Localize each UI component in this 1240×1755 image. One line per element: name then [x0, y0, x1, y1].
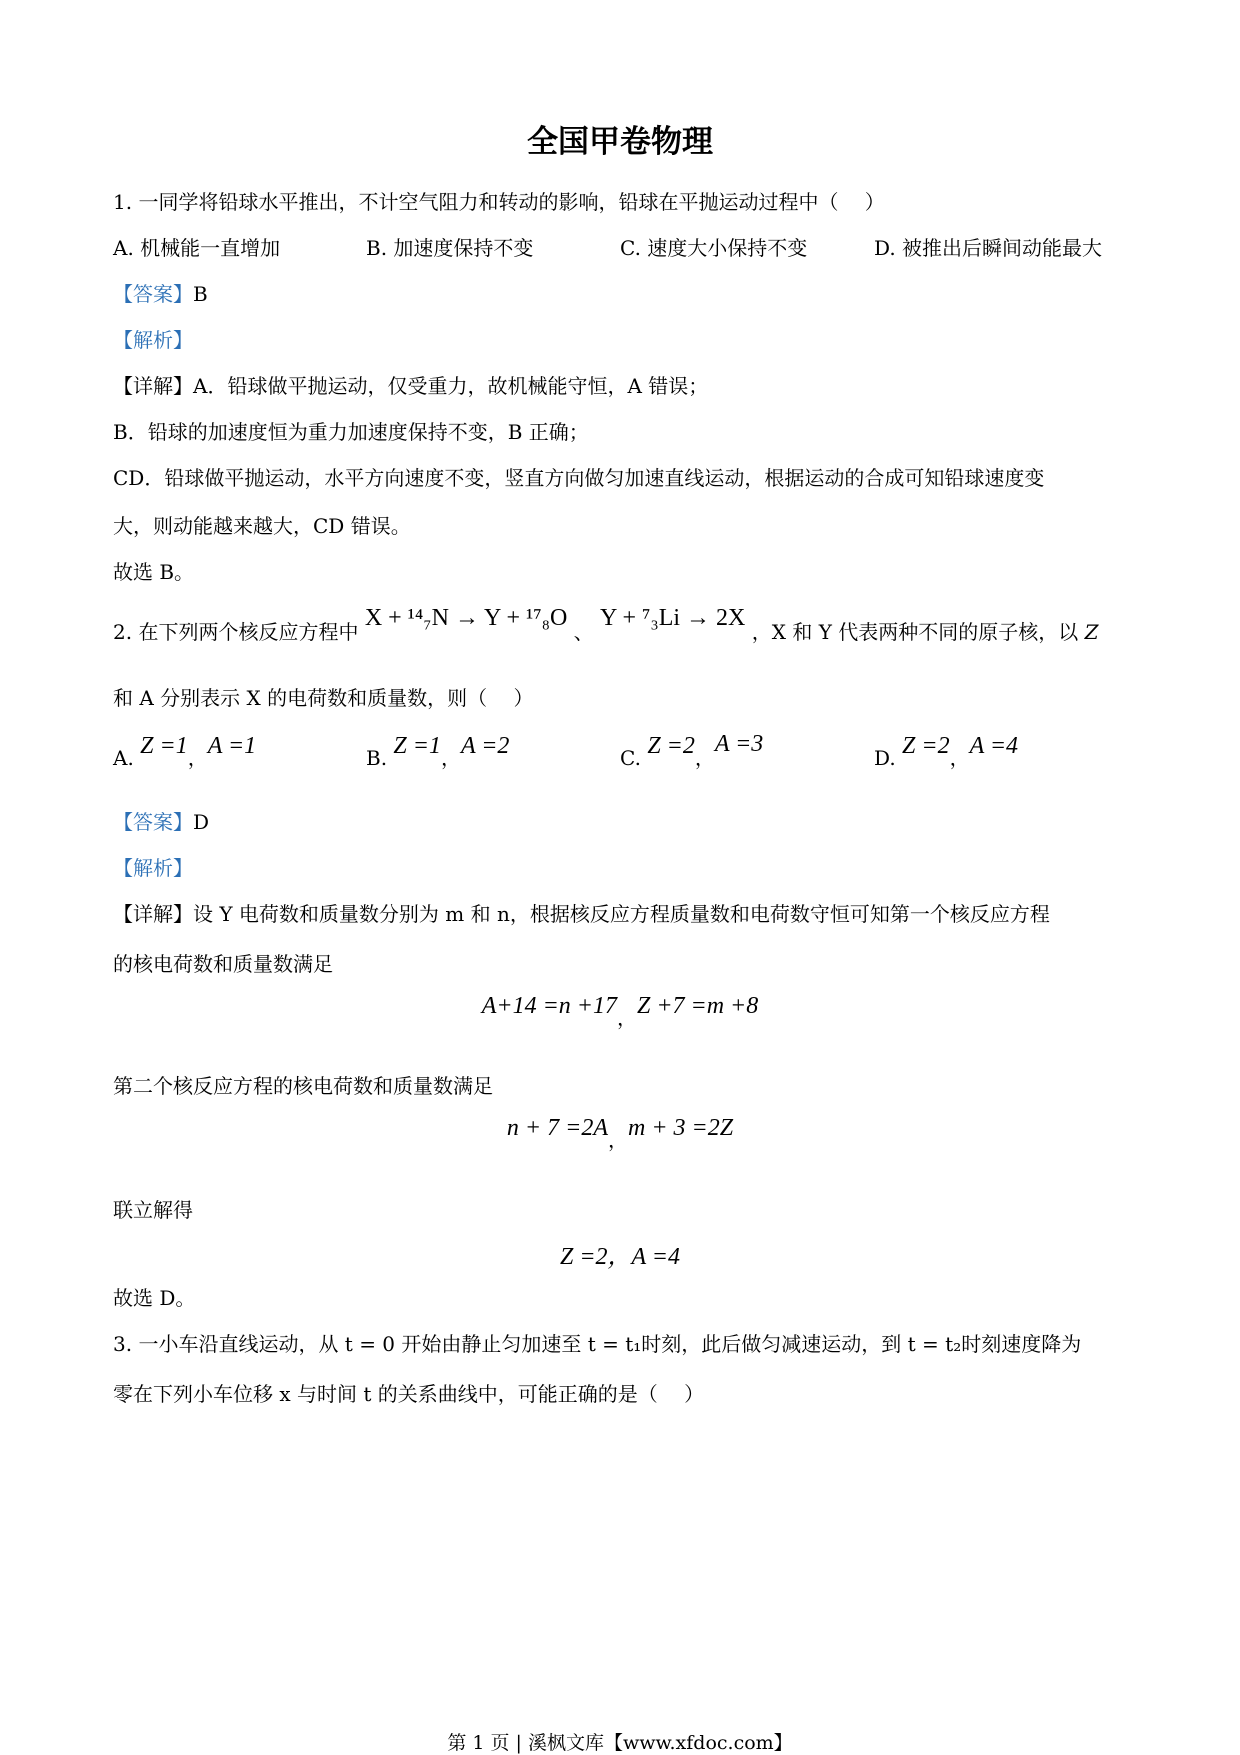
- comma: ，: [616, 1006, 637, 1030]
- q2-detail-line: 的核电荷数和质量数满足: [113, 952, 333, 976]
- q1-analysis-tag: 【解析】: [113, 328, 193, 352]
- page-title: 全国甲卷物理: [527, 124, 713, 160]
- equation-2: [0, 1112, 1240, 1152]
- q2-detail-line: 第二个核反应方程的核电荷数和质量数满足: [113, 1074, 493, 1098]
- q1-detail-line: B．铅球的加速度恒为重力加速度保持不变，B 正确；: [113, 420, 589, 444]
- answer-tag: 【答案】: [113, 282, 193, 306]
- q3-stem-line2: 零在下列小车位移 x 与时间 t 的关系曲线中，可能正确的是（ ）: [113, 1382, 705, 1406]
- option-label: C.: [620, 746, 641, 770]
- z-value: Z =1: [140, 733, 188, 759]
- eq-text: Z =2，A =4: [560, 1244, 680, 1270]
- nuclear-reaction-2: Y + ⁷₃Li → 2X: [600, 605, 746, 631]
- option-label: D.: [874, 746, 896, 770]
- q2-stem-prefix: 2. 在下列两个核反应方程中: [113, 620, 359, 644]
- option-a: [461, 733, 509, 759]
- q1-detail-line: 大，则动能越来越大，CD 错误。: [113, 514, 411, 538]
- equation-3: [560, 1244, 680, 1270]
- z-value: Z =2: [647, 733, 695, 759]
- q3-stem-line1: 3. 一小车沿直线运动，从 t = 0 开始由静止匀加速至 t = t₁时刻，此后做匀减速运动，到 t = t₂时刻速度降为: [113, 1332, 1082, 1356]
- option-label: B.: [366, 746, 388, 770]
- q1-option-d: D. 被推出后瞬间动能最大: [874, 236, 1103, 260]
- q1-conclusion: 故选 B。: [113, 560, 195, 584]
- q1-detail-line: 【详解】A．铅球做平抛运动，仅受重力，故机械能守恒，A 错误；: [113, 374, 709, 398]
- eq-text: Z +7 =m +8: [636, 993, 759, 1019]
- comma: ，: [440, 746, 461, 770]
- q2-stem-z: Z: [1084, 620, 1099, 644]
- option-z: [902, 733, 950, 759]
- option-a: [715, 731, 763, 757]
- eq-text: m + 3 =2Z: [627, 1115, 734, 1141]
- q1-stem: 1. 一同学将铅球水平推出，不计空气阻力和转动的影响，铅球在平抛运动过程中（ ）: [113, 190, 885, 214]
- eq-text: n + 7 =2A: [506, 1115, 608, 1141]
- option-z: [647, 733, 695, 759]
- q2-detail-line: 【详解】设 Y 电荷数和质量数分别为 m 和 n，根据核反应方程质量数和电荷数守恒可知第一个核反应方程: [113, 902, 1050, 926]
- q2-option-c: [620, 731, 764, 772]
- q1-option-b: B. 加速度保持不变: [366, 236, 534, 260]
- a-value: A =1: [207, 733, 257, 759]
- comma: ，: [949, 746, 970, 770]
- a-value: A =2: [460, 733, 510, 759]
- q2-option-a: [113, 733, 257, 772]
- q1-answer-line: [113, 280, 208, 308]
- q2-separator: 、: [573, 620, 594, 644]
- comma: ，: [694, 746, 715, 770]
- option-a: [970, 733, 1018, 759]
- q2-detail-line: 联立解得: [113, 1198, 193, 1222]
- z-value: Z =2: [902, 733, 950, 759]
- equation-2b: [628, 1115, 733, 1141]
- q2-option-d: [874, 733, 1019, 772]
- eq-text: A+14 =n +17: [481, 993, 617, 1019]
- equation-2a: [507, 1115, 608, 1141]
- a-value: A =4: [969, 733, 1019, 759]
- z-value: Z =1: [393, 733, 441, 759]
- page-footer: 第 1 页 | 溪枫文库【www.xfdoc.com】: [447, 1732, 793, 1754]
- comma: ，: [607, 1128, 628, 1152]
- q1-option-c: C. 速度大小保持不变: [620, 236, 808, 260]
- option-z: [393, 733, 441, 759]
- a-value: A =3: [714, 731, 764, 757]
- option-label: A.: [113, 746, 134, 770]
- q1-detail-line: CD．铅球做平抛运动，水平方向速度不变，竖直方向做匀加速直线运动，根据运动的合成可知铅球速度变: [113, 466, 1045, 490]
- equation-1: [0, 990, 1240, 1030]
- option-z: [140, 733, 188, 759]
- q2-conclusion: 故选 D。: [113, 1286, 196, 1310]
- q2-answer-line: [113, 808, 209, 836]
- equation-3: [0, 1236, 1240, 1271]
- comma: ，: [187, 746, 208, 770]
- q2-stem-suffix: ，X 和 Y 代表两种不同的原子核，以: [751, 620, 1079, 644]
- nuclear-reaction-1: X + ¹⁴₇N → Y + ¹⁷₈O: [364, 605, 568, 631]
- q2-option-b: [366, 733, 510, 772]
- q2-analysis-tag: 【解析】: [113, 856, 193, 880]
- q1-answer: B: [193, 282, 208, 306]
- equation-1a: [482, 993, 617, 1019]
- q2-answer: D: [193, 810, 210, 834]
- q2-stem-line2: 和 A 分别表示 X 的电荷数和质量数，则（ ）: [113, 686, 534, 710]
- q2-stem-line1: [113, 605, 1099, 646]
- answer-tag: 【答案】: [113, 810, 193, 834]
- q1-option-a: A. 机械能一直增加: [113, 236, 281, 260]
- option-a: [208, 733, 256, 759]
- equation-1b: [637, 993, 758, 1019]
